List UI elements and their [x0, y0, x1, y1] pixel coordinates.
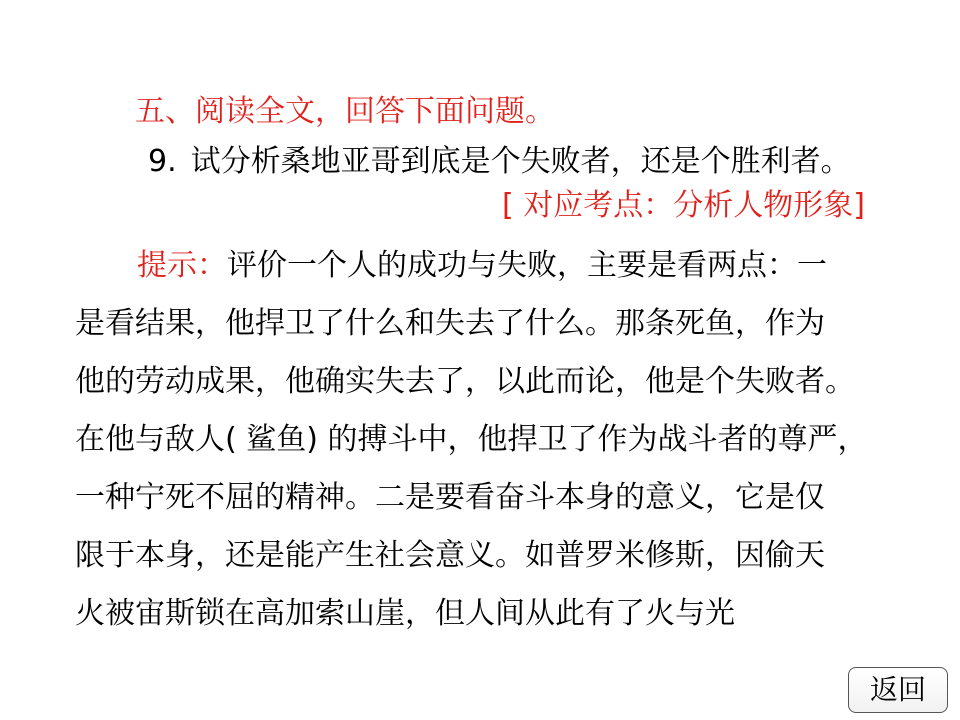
question-text: 试分析桑地亚哥到底是个失败者，还是个胜利者。	[190, 144, 851, 179]
answer-block	[75, 246, 885, 652]
answer-line: 是看结果，他捍卫了什么和失去了什么。那条死鱼，作为	[75, 306, 825, 341]
hint-label: 提示：	[137, 248, 227, 283]
answer-line: 限于本身，还是能产生社会意义。如普罗米修斯，因偷天	[75, 538, 825, 573]
answer-line: 在他与敌人( 鲨鱼) 的搏斗中，他捍卫了作为战斗者的尊严，	[75, 422, 868, 457]
answer-line	[75, 246, 885, 304]
keypoint-note: [ 对应考点：分析人物形象]	[502, 188, 865, 223]
answer-line: 火被宙斯锁在高加索山崖，但人间从此有了火与光	[75, 596, 735, 631]
question	[148, 142, 851, 182]
back-button[interactable]: 返回	[848, 667, 948, 713]
section-heading: 五、阅读全文，回答下面问题。	[135, 94, 555, 129]
question-number: 9.	[148, 144, 177, 179]
answer-line: 一种宁死不屈的精神。二是要看奋斗本身的意义，它是仅	[75, 480, 825, 515]
answer-line-text: 评价一个人的成功与失败，主要是看两点：一	[227, 248, 827, 283]
answer-line: 他的劳动成果，他确实失去了，以此而论，他是个失败者。	[75, 364, 855, 399]
